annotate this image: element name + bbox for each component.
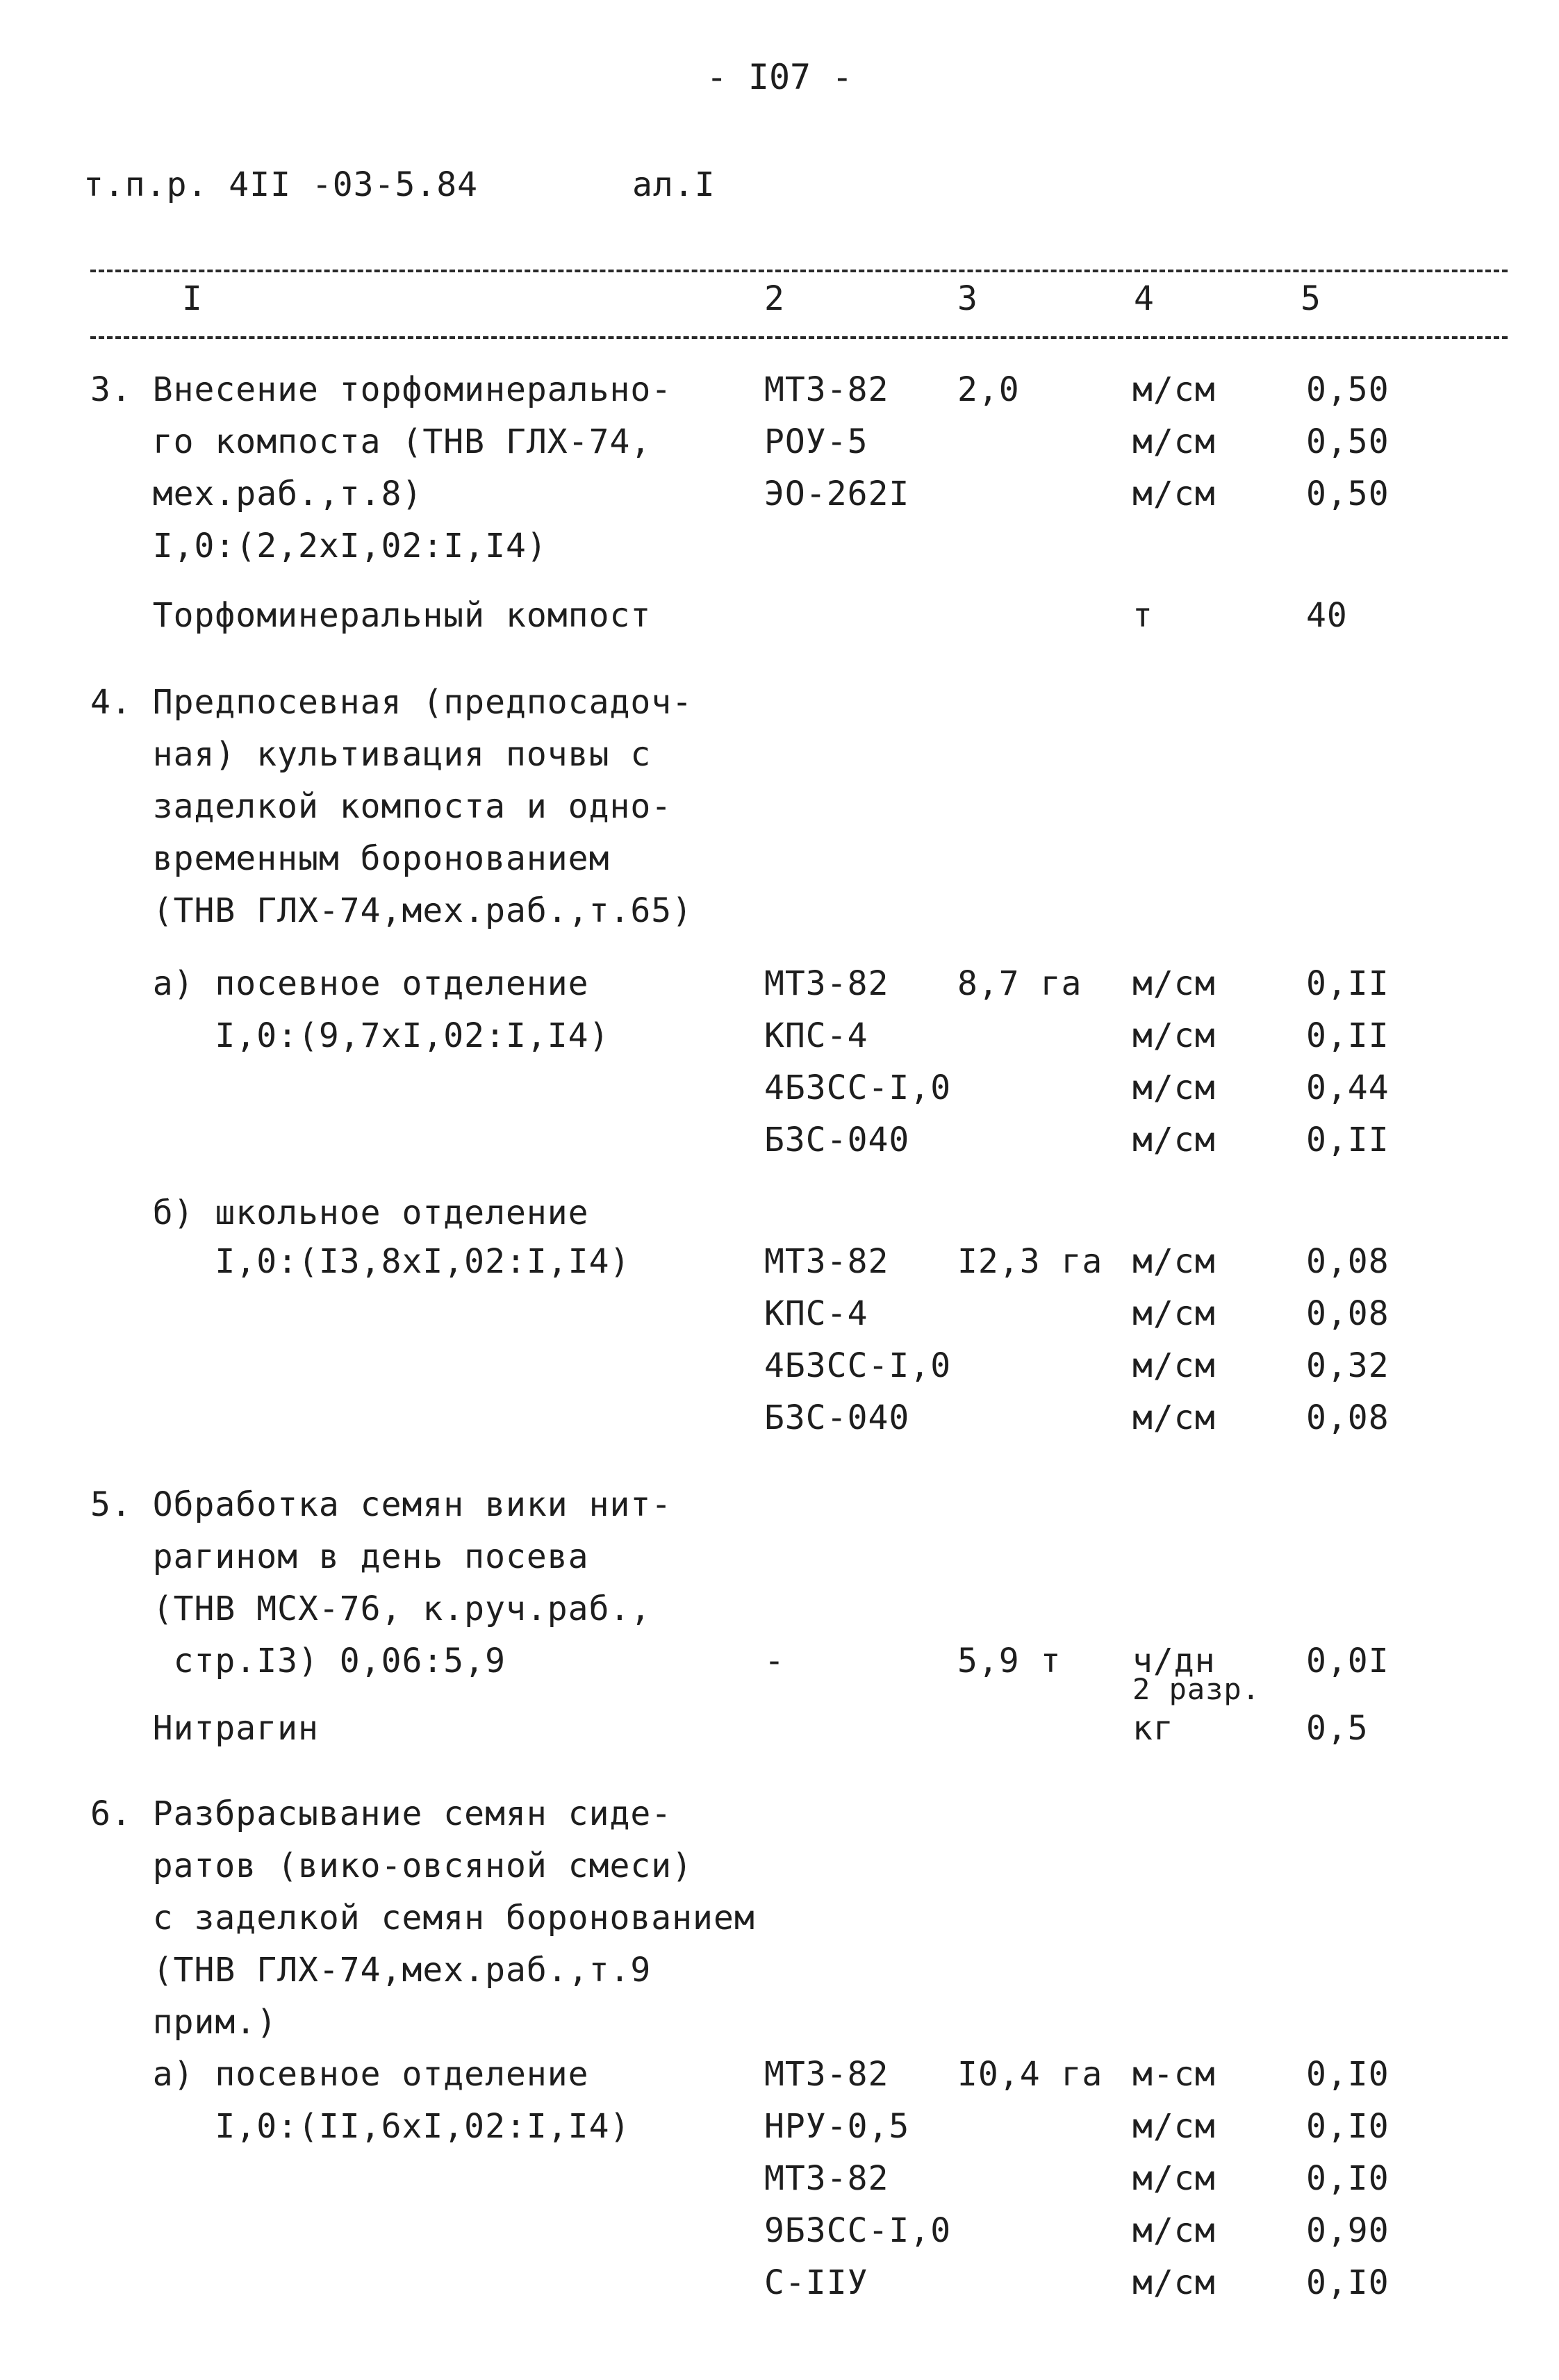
table-cell-col1: I,0:(II,6хI,02:I,I4): [90, 2107, 631, 2146]
table-cell-col1: Торфоминеральный компост: [90, 596, 652, 635]
table-cell-col1: стр.I3) 0,06:5,9: [90, 1642, 506, 1680]
table-cell-col5: 0,I0: [1306, 2263, 1389, 2302]
table-cell-col5: 0,08: [1306, 1294, 1389, 1333]
table-cell-col2: С-IIУ: [764, 2263, 868, 2302]
table-cell-col1: прим.): [90, 2003, 278, 2042]
table-cell-col5: 0,I0: [1306, 2107, 1389, 2146]
table-cell-col4: м/см: [1132, 1294, 1216, 1333]
table-cell-col4: м-см: [1132, 2055, 1216, 2094]
table-cell-col3: 8,7 га: [957, 964, 1082, 1003]
table-cell-col1: го компоста (ТНВ ГЛХ-74,: [90, 422, 652, 461]
table-cell-col1: ратов (вико-овсяной смеси): [90, 1846, 693, 1885]
table-cell-col5: 0,08: [1306, 1398, 1389, 1437]
table-cell-col5: 0,50: [1306, 370, 1389, 409]
table-cell-col2: 9БЗСС-I,0: [764, 2211, 952, 2250]
sheet-label: ал.I: [632, 165, 716, 204]
table-cell-col4: м/см: [1132, 1398, 1216, 1437]
table-cell-col1: заделкой компоста и одно-: [90, 787, 673, 826]
table-cell-col4: м/см: [1132, 422, 1216, 461]
table-cell-col1: а) посевное отделение: [90, 2055, 589, 2094]
table-cell-col5: 0,50: [1306, 422, 1389, 461]
column-header-1: I: [182, 279, 203, 318]
table-cell-col2: ЭО-262I: [764, 474, 910, 513]
document-reference: т.п.р. 4II -03-5.84: [83, 165, 479, 204]
table-cell-col2: 4БЗСС-I,0: [764, 1346, 952, 1385]
table-cell-col2: МТЗ-82: [764, 2055, 889, 2094]
table-cell-col5: 0,II: [1306, 1016, 1389, 1055]
table-cell-col1: (ТНВ ГЛХ-74,мех.раб.,т.9: [90, 1951, 652, 1990]
table-cell-col5: 0,I0: [1306, 2159, 1389, 2198]
table-cell-col4: м/см: [1132, 2211, 1216, 2250]
table-cell-col1: а) посевное отделение: [90, 964, 589, 1003]
table-cell-col2: 4БЗСС-I,0: [764, 1068, 952, 1107]
table-cell-col5: 0,II: [1306, 964, 1389, 1003]
table-cell-col1: рагином в день посева: [90, 1537, 589, 1576]
table-cell-col1: 6. Разбрасывание семян сиде-: [90, 1794, 673, 1833]
table-cell-col1: временным боронованием: [90, 839, 610, 878]
table-cell-col4: м/см: [1132, 1346, 1216, 1385]
column-header-4: 4: [1134, 279, 1155, 318]
table-cell-col2: КПС-4: [764, 1294, 868, 1333]
table-cell-col1: 4. Предпосевная (предпосадоч-: [90, 683, 693, 722]
table-cell-col4: ч/дн: [1132, 1642, 1216, 1680]
table-cell-col5: 0,44: [1306, 1068, 1389, 1107]
table-cell-col5: 0,08: [1306, 1242, 1389, 1281]
table-cell-col4: кг: [1132, 1709, 1174, 1748]
table-cell-col2: РОУ-5: [764, 422, 868, 461]
table-cell-col1: мех.раб.,т.8): [90, 474, 423, 513]
page-number: - I07 -: [706, 57, 853, 97]
table-cell-col5: 0,90: [1306, 2211, 1389, 2250]
table-cell-col1: ная) культивация почвы с: [90, 735, 652, 774]
table-cell-col3: I0,4 га: [957, 2055, 1103, 2094]
table-cell-col4: м/см: [1132, 1242, 1216, 1281]
table-cell-col4: м/см: [1132, 1068, 1216, 1107]
table-cell-col5: 0,50: [1306, 474, 1389, 513]
table-cell-col5: 0,32: [1306, 1346, 1389, 1385]
table-cell-col5: 0,II: [1306, 1121, 1389, 1159]
table-cell-col1: Нитрагин: [90, 1709, 319, 1748]
table-cell-col1: 3. Внесение торфоминерально-: [90, 370, 673, 409]
table-cell-col2: КПС-4: [764, 1016, 868, 1055]
table-cell-col3: 5,9 т: [957, 1642, 1062, 1680]
table-cell-col2: НРУ-0,5: [764, 2107, 910, 2146]
table-cell-col4: м/см: [1132, 474, 1216, 513]
table-cell-col1: I,0:(2,2хI,02:I,I4): [90, 527, 547, 565]
table-cell-col4: м/см: [1132, 1016, 1216, 1055]
table-cell-col3: 2,0: [957, 370, 1020, 409]
table-cell-col2: -: [764, 1642, 785, 1680]
table-cell-col4: м/см: [1132, 964, 1216, 1003]
table-cell-col4: м/см: [1132, 2263, 1216, 2302]
table-cell-col4: 2 разр.: [1132, 1672, 1261, 1706]
table-cell-col4: м/см: [1132, 2107, 1216, 2146]
table-cell-col1: 5. Обработка семян вики нит-: [90, 1485, 673, 1524]
table-cell-col1: (ТНВ ГЛХ-74,мех.раб.,т.65): [90, 891, 693, 930]
table-cell-col5: 0,5: [1306, 1709, 1369, 1748]
table-cell-col2: БЗС-040: [764, 1121, 910, 1159]
table-cell-col3: I2,3 га: [957, 1242, 1103, 1281]
table-cell-col4: м/см: [1132, 1121, 1216, 1159]
table-cell-col1: I,0:(I3,8хI,02:I,I4): [90, 1242, 631, 1281]
table-cell-col1: (ТНВ МСХ-76, к.руч.раб.,: [90, 1589, 652, 1628]
table-top-rule: [90, 270, 1508, 272]
table-cell-col2: МТЗ-82: [764, 1242, 889, 1281]
table-header-rule: [90, 336, 1508, 339]
column-header-3: 3: [957, 279, 978, 318]
column-header-5: 5: [1301, 279, 1321, 318]
table-cell-col4: м/см: [1132, 2159, 1216, 2198]
column-header-2: 2: [764, 279, 785, 318]
table-cell-col5: 0,I0: [1306, 2055, 1389, 2094]
table-cell-col4: т: [1132, 596, 1153, 635]
table-cell-col1: I,0:(9,7хI,02:I,I4): [90, 1016, 610, 1055]
table-cell-col4: м/см: [1132, 370, 1216, 409]
table-cell-col5: 0,0I: [1306, 1642, 1389, 1680]
table-cell-col1: б) школьное отделение: [90, 1193, 589, 1232]
table-cell-col5: 40: [1306, 596, 1348, 635]
table-cell-col2: БЗС-040: [764, 1398, 910, 1437]
table-cell-col2: МТЗ-82: [764, 370, 889, 409]
table-cell-col1: с заделкой семян боронованием: [90, 1899, 755, 1937]
table-cell-col2: МТЗ-82: [764, 964, 889, 1003]
table-cell-col2: МТЗ-82: [764, 2159, 889, 2198]
